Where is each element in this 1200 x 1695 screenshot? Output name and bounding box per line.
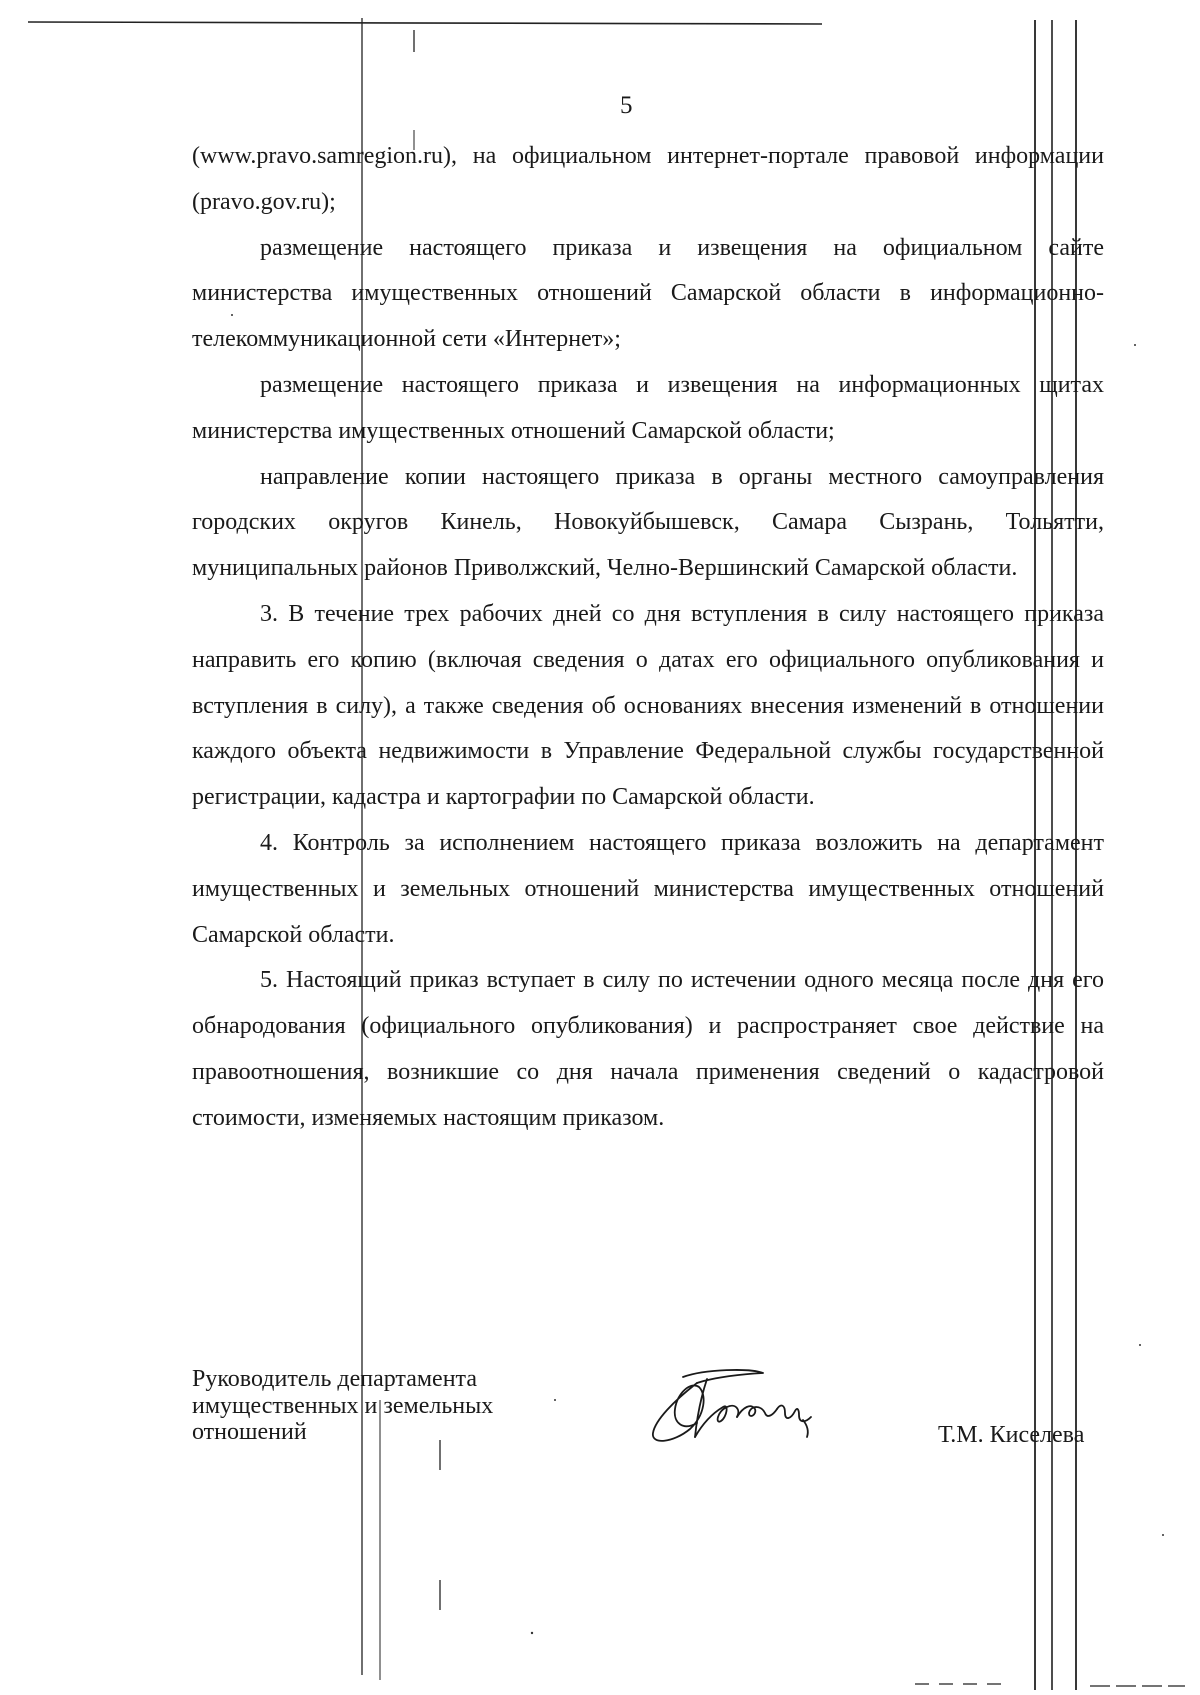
position-line: отношений <box>192 1419 307 1445</box>
paragraph-website-placement: размещение настоящего приказа и извещения на официальном сайте министерства имущественных отношений Самарской области в информационно-телекоммуникационной сети «Интернет»; <box>192 234 1104 353</box>
signatory-position <box>192 1366 493 1446</box>
paragraph-copies-to-local-authorities: направление копии настоящего приказа в органы местного самоуправления городских округов Кинель, Новокуйбышевск, Самара Сызрань, Тольятти, муниципальных районов Приволжский, Челно-Вершинский Самарской области. <box>192 463 1104 582</box>
document-body <box>192 134 1104 1142</box>
paragraph-item-5: 5. Настоящий приказ вступает в силу по истечении одного месяца после дня его обнародования (официального опубликования) и распространяет свое действие на правоотношения, возникшие со дня начала применения сведений о кадастровой стоимости, изменяемых настоящим приказом. <box>192 967 1104 1131</box>
handwritten-signature <box>645 1365 830 1450</box>
paragraph-item-4: 4. Контроль за исполнением настоящего приказа возложить на департамент имущественных и земельных отношений министерства имущественных отношений Самарской области. <box>192 829 1104 948</box>
paragraph-publication-sources: (www.pravo.samregion.ru), на официальном интернет-портале правовой информации (pravo.gov.ru); <box>192 143 1104 215</box>
position-line: имущественных и земельных <box>192 1392 494 1419</box>
signer-name: Т.М. Киселева <box>938 1422 1085 1448</box>
paragraph-item-3: 3. В течение трех рабочих дней со дня вступления в силу настоящего приказа направить его копию (включая сведения о датах его официального опубликования и вступления в силу), а также сведения об основаниях внесения изменений в отношении каждого объекта недвижимости в Управление Федеральной службы государственной регистрации, кадастра и картографии по Самарской области. <box>192 600 1104 811</box>
paragraph-info-boards: размещение настоящего приказа и извещения на информационных щитах министерства имущественных отношений Самарской области; <box>192 371 1104 444</box>
page-number: 5 <box>620 92 633 119</box>
position-line: Руководитель департамента <box>192 1366 477 1392</box>
